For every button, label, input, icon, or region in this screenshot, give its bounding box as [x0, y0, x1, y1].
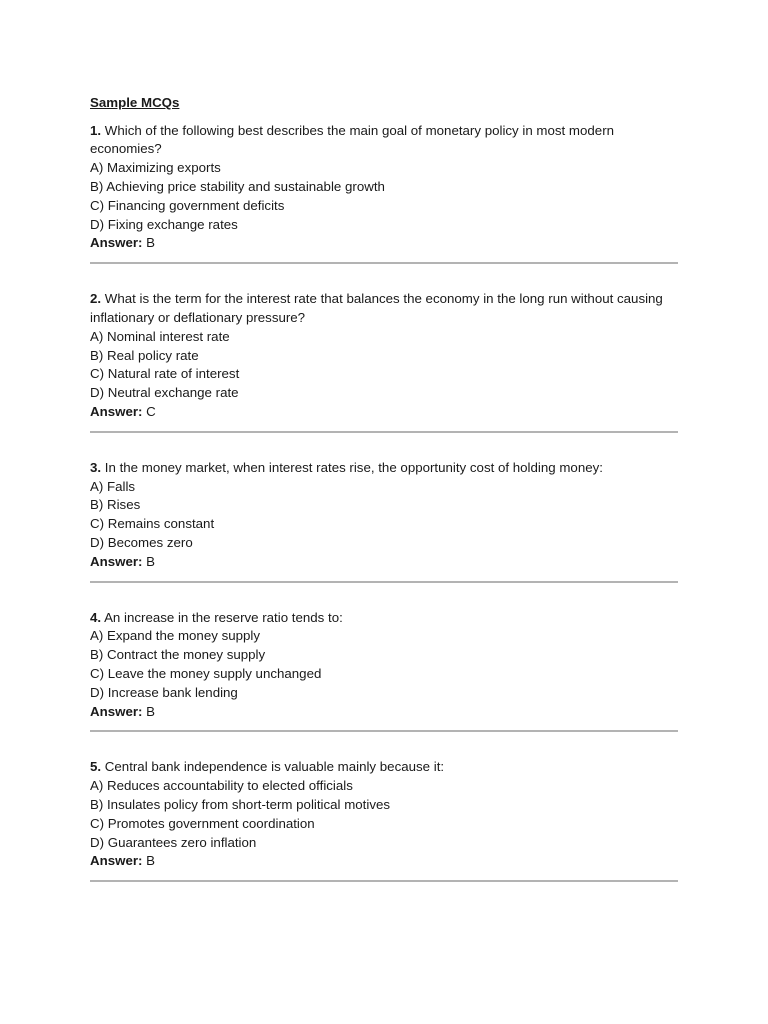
question-stem: Which of the following best describes the main goal of monetary policy in most modern economies? [90, 122, 615, 157]
answer-option: A) Falls [90, 478, 136, 494]
question-block [90, 609, 678, 733]
answer-value: B [146, 703, 156, 719]
answer-option: B) Achieving price stability and sustainable growth [90, 178, 385, 194]
question-text [90, 122, 678, 160]
answer-label: Answer: [90, 403, 143, 419]
answer-option: B) Contract the money supply [90, 647, 266, 663]
answer-option: A) Nominal interest rate [90, 328, 230, 344]
answer-option: D) Fixing exchange rates [90, 216, 238, 232]
document-content [90, 94, 678, 908]
answer-option: C) Leave the money supply unchanged [90, 665, 322, 681]
answer-label: Answer: [90, 235, 143, 251]
question-divider [90, 262, 678, 264]
question-stem: Central bank independence is valuable mainly because it: [104, 759, 445, 775]
answer-option: B) Rises [90, 497, 141, 513]
question-divider [90, 431, 678, 433]
answer-line [90, 852, 678, 871]
question-text [90, 758, 678, 777]
answer-label: Answer: [90, 703, 143, 719]
question-list [90, 122, 678, 883]
question-stem: An increase in the reserve ratio tends to: [104, 609, 343, 625]
question-divider [90, 730, 678, 732]
answer-option: A) Reduces accountability to elected officials [90, 778, 353, 794]
question-text [90, 609, 678, 628]
answer-option: B) Insulates policy from short-term political motives [90, 796, 391, 812]
question-block [90, 459, 678, 583]
question-stem: In the money market, when interest rates rise, the opportunity cost of holding money: [104, 459, 603, 475]
question-block [90, 290, 678, 433]
question-number: 5. [90, 759, 102, 775]
question-text [90, 290, 678, 328]
question-number: 2. [90, 291, 102, 307]
answer-option: D) Neutral exchange rate [90, 385, 239, 401]
answer-line [90, 403, 678, 422]
answer-option: C) Natural rate of interest [90, 366, 240, 382]
answer-label: Answer: [90, 553, 143, 569]
document-title: Sample MCQs [90, 95, 180, 110]
answer-option: A) Expand the money supply [90, 628, 261, 644]
question-block [90, 122, 678, 265]
answer-line [90, 703, 678, 722]
answer-option: B) Real policy rate [90, 347, 199, 363]
question-number: 4. [90, 609, 102, 625]
answer-option: D) Guarantees zero inflation [90, 834, 257, 850]
answer-option: D) Becomes zero [90, 534, 193, 550]
answer-option: D) Increase bank lending [90, 684, 238, 700]
answer-line [90, 553, 678, 572]
question-stem: What is the term for the interest rate that balances the economy in the long run without causing inflationary or deflationary pressure? [90, 291, 663, 325]
question-text [90, 459, 678, 478]
answer-value: B [146, 853, 156, 869]
answer-option: C) Promotes government coordination [90, 815, 315, 831]
answer-option: C) Financing government deficits [90, 197, 285, 213]
answer-line [90, 234, 678, 253]
answer-value: B [146, 553, 156, 569]
answer-value: B [146, 235, 156, 251]
question-number: 3. [90, 459, 102, 475]
answer-option: A) Maximizing exports [90, 160, 221, 176]
question-divider [90, 581, 678, 583]
question-divider [90, 880, 678, 882]
question-number: 1. [90, 122, 102, 138]
answer-label: Answer: [90, 853, 143, 869]
answer-value: C [146, 403, 156, 419]
question-block [90, 758, 678, 882]
answer-option: C) Remains constant [90, 516, 215, 532]
